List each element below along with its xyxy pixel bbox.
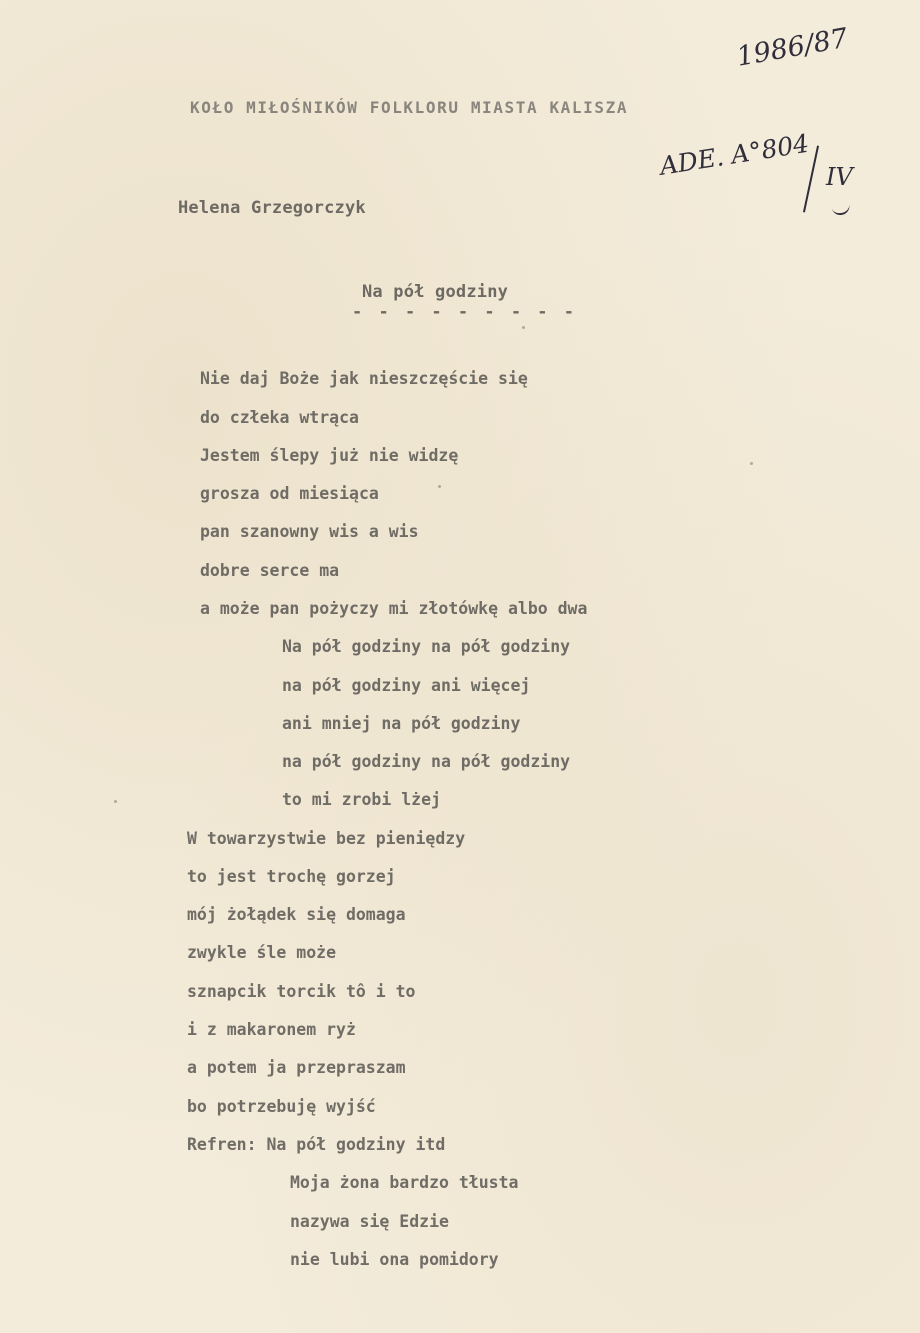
poem-line: a może pan pożyczy mi złotówkę albo dwa — [200, 599, 588, 618]
poem-line: Moja żona bardzo tłusta — [290, 1173, 519, 1192]
poem-line: nie lubi ona pomidory — [290, 1250, 499, 1269]
poem-line: Nie daj Boże jak nieszczęście się — [200, 369, 528, 388]
poem-line: Na pół godziny na pół godziny — [282, 637, 571, 656]
handwritten-suffix: IV — [826, 163, 853, 191]
song-title: Na pół godziny — [362, 282, 509, 302]
poem-line: do człeka wtrąca — [200, 408, 359, 427]
poem-line: na pół godziny na pół godziny — [282, 752, 571, 771]
poem-line: mój żołądek się domaga — [187, 905, 406, 924]
handwritten-archive-number: 1986/87 — [734, 22, 851, 73]
poem-line: W towarzystwie bez pieniędzy — [187, 829, 466, 848]
poem-line: Refren: Na pół godziny itd — [187, 1135, 446, 1154]
handwritten-check-mark — [831, 201, 851, 216]
paper-speck — [114, 800, 117, 803]
poem-line: to jest trochę gorzej — [187, 867, 396, 886]
poem-line: to mi zrobi lżej — [282, 790, 441, 809]
poem-line: sznapcik torcik tô i to — [187, 982, 416, 1001]
poem-line: na pół godziny ani więcej — [282, 676, 531, 695]
poem-line: Jestem ślepy już nie widzę — [200, 446, 459, 465]
organization-header: KOŁO MIŁOŚNIKÓW FOLKLORU MIASTA KALISZA — [190, 98, 629, 117]
paper-speck — [522, 326, 525, 329]
poem-line: bo potrzebuję wyjść — [187, 1097, 376, 1116]
poem-line: dobre serce ma — [200, 561, 340, 580]
paper-speck — [438, 485, 441, 488]
poem-line: nazywa się Edzie — [290, 1212, 449, 1231]
poem-line: a potem ja przepraszam — [187, 1058, 406, 1077]
poem-line: grosza od miesiąca — [200, 484, 379, 503]
poem-line: i z makaronem ryż — [187, 1020, 356, 1039]
handwritten-signature-code: ADE. A°804 — [657, 128, 811, 181]
author-name: Helena Grzegorczyk — [178, 198, 366, 218]
poem-line: pan szanowny wis a wis — [200, 522, 419, 541]
paper-speck — [750, 462, 753, 465]
poem-line: zwykle śle może — [187, 943, 337, 962]
title-underline: - - - - - - - - - — [352, 302, 577, 322]
poem-line: ani mniej na pół godziny — [282, 714, 521, 733]
